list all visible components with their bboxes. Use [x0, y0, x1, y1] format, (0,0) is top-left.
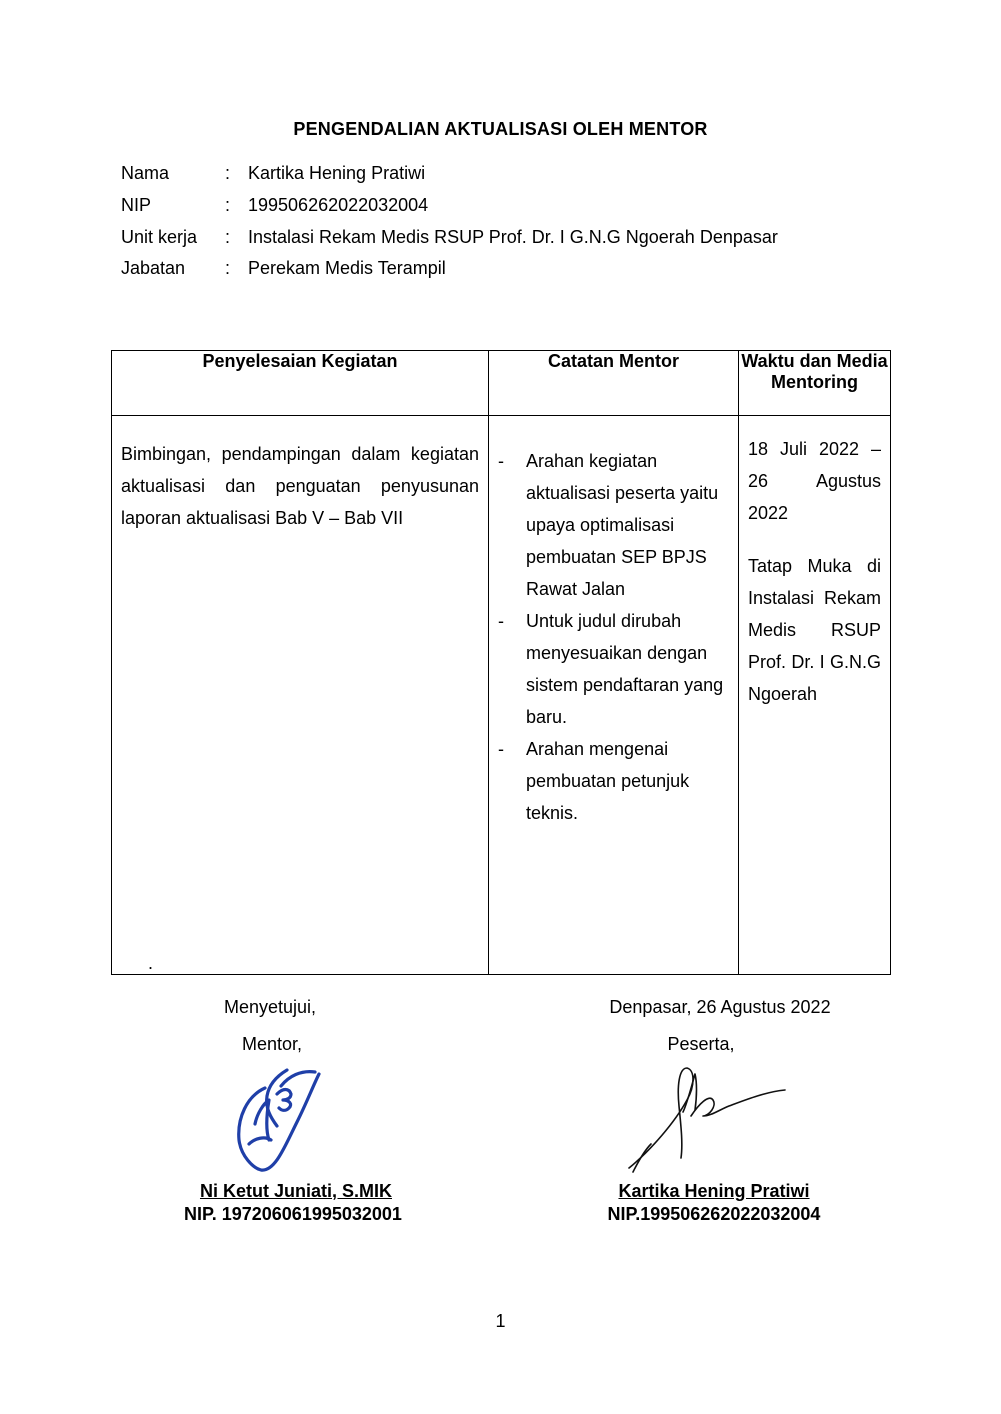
mentor-name: Ni Ketut Juniati, S.MIK: [199, 1181, 392, 1201]
info-value: Instalasi Rekam Medis RSUP Prof. Dr. I G.N.G Ngoerah Denpasar: [248, 226, 778, 247]
info-row-unit-kerja: [121, 221, 778, 253]
left-name: [166, 1181, 426, 1202]
activity-trailing-dot: .: [148, 953, 154, 973]
right-caption: Denpasar, 26 Agustus 2022: [609, 997, 831, 1017]
info-label: Jabatan: [121, 258, 186, 279]
note-text: Untuk judul dirubah menyesuaikan dengan sistem pendaftaran yang baru.: [526, 611, 724, 727]
note-text: Arahan kegiatan aktualisasi peserta yaitu upaya optimalisasi pembuatan SEP BPJS Rawat Jalan: [526, 451, 719, 599]
info-label: Nama: [121, 163, 170, 184]
table-header-row: [112, 351, 891, 416]
info-value: 199506262022032004: [248, 195, 429, 216]
mentor-nip: NIP. 197206061995032001: [184, 1204, 402, 1224]
info-value: Kartika Hening Pratiwi: [248, 163, 426, 184]
document-title: PENGENDALIAN AKTUALISASI OLEH MENTOR: [293, 119, 708, 139]
note-text: Arahan mengenai pembuatan petunjuk teknis.: [526, 739, 690, 823]
list-item: [498, 445, 730, 605]
identity-block: [121, 158, 778, 285]
info-colon: :: [225, 258, 231, 279]
info-row-jabatan: [121, 253, 778, 285]
notes-cell: [489, 416, 739, 975]
participant-name: Kartika Hening Pratiwi: [618, 1181, 810, 1201]
mentoring-table: [111, 350, 891, 975]
page-number: 1: [495, 1311, 506, 1331]
mentoring-period: 18 Juli 2022 – 26 Agustus 2022: [748, 439, 881, 523]
participant-nip: NIP.199506262022032004: [607, 1204, 821, 1224]
list-item: [498, 733, 730, 829]
time-media-block: [739, 416, 890, 710]
right-name: [584, 1181, 844, 1202]
info-colon: :: [225, 226, 231, 247]
info-label: Unit kerja: [121, 226, 198, 247]
list-dash: -: [498, 611, 504, 631]
header-catatan-mentor: Catatan Mentor: [489, 351, 739, 416]
list-dash: -: [498, 739, 504, 759]
info-colon: :: [225, 195, 231, 216]
list-dash: -: [498, 451, 504, 471]
notes-list: [489, 416, 738, 829]
info-row-nip: [121, 190, 778, 222]
participant-signature-icon: [625, 1060, 790, 1175]
mentor-signature-icon: [225, 1066, 330, 1176]
right-role: Peserta,: [667, 1034, 735, 1054]
info-value: Perekam Medis Terampil: [248, 258, 446, 279]
info-label: NIP: [121, 195, 152, 216]
table-row: [112, 416, 891, 975]
left-role: Mentor,: [241, 1034, 303, 1054]
info-row-nama: [121, 158, 778, 190]
left-caption: Menyetujui,: [223, 997, 317, 1017]
activity-text: Bimbingan, pendampingan dalam kegiatan aktualisasi dan penguatan penyusunan laporan aktualisasi Bab V – Bab VII: [121, 444, 479, 528]
header-penyelesaian-kegiatan: Penyelesaian Kegiatan: [112, 351, 489, 416]
list-item: [498, 605, 730, 733]
header-waktu-media: Waktu dan Media Mentoring: [739, 351, 891, 416]
mentoring-media: Tatap Muka di Instalasi Rekam Medis RSUP Prof. Dr. I G.N.G Ngoerah: [748, 556, 881, 704]
time-media-cell: [739, 416, 891, 975]
info-colon: :: [225, 163, 231, 184]
activity-cell: [112, 416, 489, 975]
